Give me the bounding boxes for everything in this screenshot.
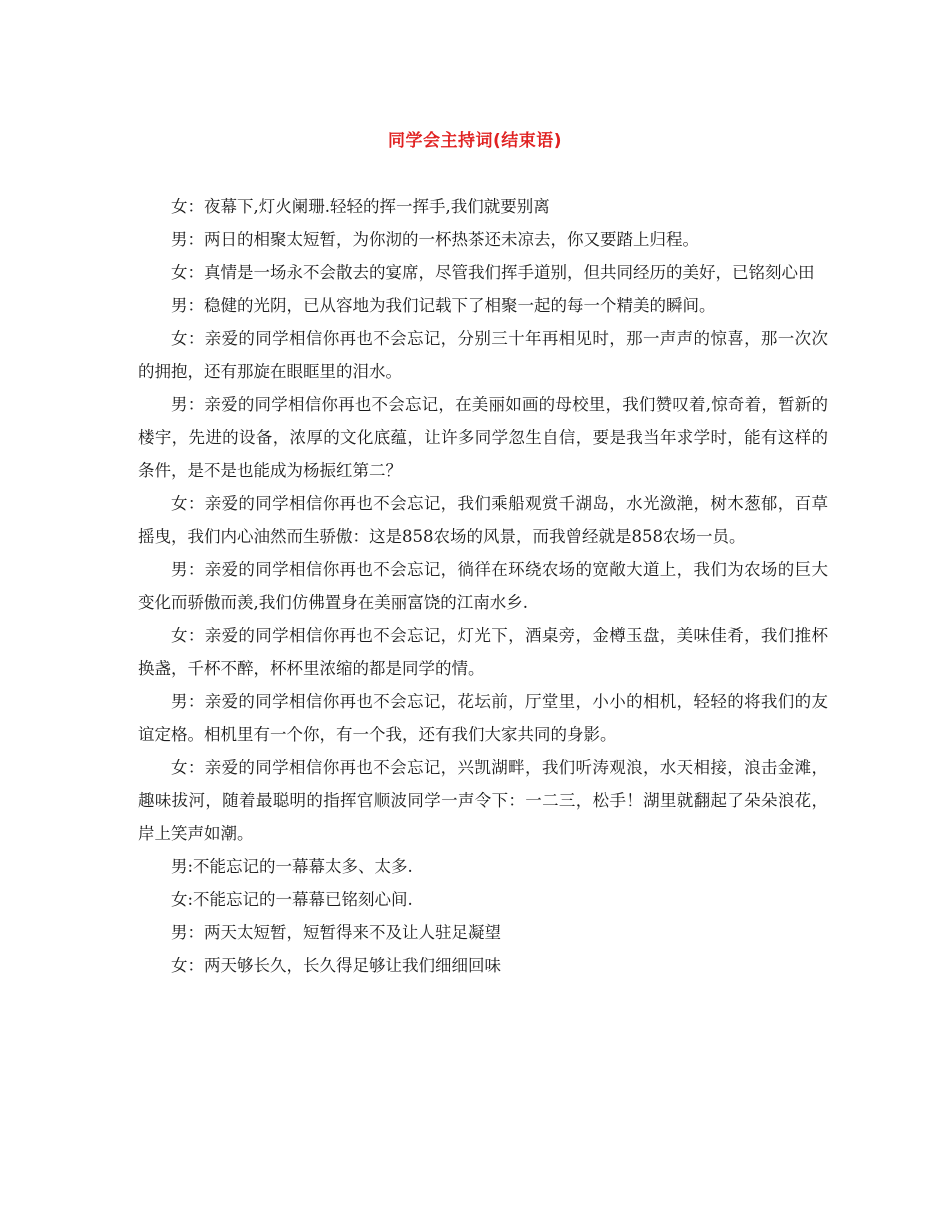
paragraph: 男：亲爱的同学相信你再也不会忘记，在美丽如画的母校里，我们赞叹着,惊奇着，暂新的楼宇，先进的设备，浓厚的文化底蕴，让许多同学忽生自信，要是我当年求学时，能有这样的条件，是不是也能成为杨振红第二？: [138, 395, 828, 480]
paragraph: 男：亲爱的同学相信你再也不会忘记，徜徉在环绕农场的宽敞大道上，我们为农场的巨大变化而骄傲而羡,我们仿佛置身在美丽富饶的江南水乡.: [138, 560, 828, 612]
paragraph: 女：夜幕下,灯火阑珊.轻轻的挥一挥手,我们就要别离: [171, 197, 550, 216]
paragraph: 女：亲爱的同学相信你再也不会忘记，我们乘船观赏千湖岛，水光潋滟，树木葱郁，百草摇曳，我们内心油然而生骄傲：这是858农场的风景，而我曾经就是858农场一员。: [138, 494, 828, 546]
paragraph: 女：两天够长久，长久得足够让我们细细回味: [171, 956, 501, 975]
paragraph: 男：稳健的光阴，已从容地为我们记载下了相聚一起的每一个精美的瞬间。: [171, 296, 716, 315]
paragraph: 女：亲爱的同学相信你再也不会忘记，分别三十年再相见时，那一声声的惊喜，那一次次的拥抱，还有那旋在眼眶里的泪水。: [138, 329, 828, 381]
paragraph: 女：亲爱的同学相信你再也不会忘记，灯光下，酒桌旁，金樽玉盘，美味佳肴，我们推杯换盏，千杯不醉，杯杯里浓缩的都是同学的情。: [138, 626, 828, 678]
document-title: 同学会主持词(结束语): [387, 131, 563, 151]
paragraph: 女：真情是一场永不会散去的宴席，尽管我们挥手道别，但共同经历的美好，已铭刻心田: [171, 263, 815, 282]
paragraph: 男：两日的相聚太短暂，为你沏的一杯热茶还未凉去，你又要踏上归程。: [171, 230, 699, 249]
paragraph: 男：两天太短暂，短暂得来不及让人驻足凝望: [171, 923, 501, 942]
paragraph: 女:不能忘记的一幕幕已铭刻心间.: [171, 890, 413, 909]
document-body: [138, 190, 828, 982]
paragraph: 男：亲爱的同学相信你再也不会忘记，花坛前，厅堂里，小小的相机，轻轻的将我们的友谊定格。相机里有一个你，有一个我，还有我们大家共同的身影。: [138, 692, 828, 744]
paragraph: 男:不能忘记的一幕幕太多、太多.: [171, 857, 413, 876]
paragraph: 女：亲爱的同学相信你再也不会忘记，兴凯湖畔，我们听涛观浪，水天相接，浪击金滩，趣味拔河，随着最聪明的指挥官顺波同学一声令下：一二三，松手！湖里就翻起了朵朵浪花，岸上笑声如潮。: [138, 758, 828, 843]
